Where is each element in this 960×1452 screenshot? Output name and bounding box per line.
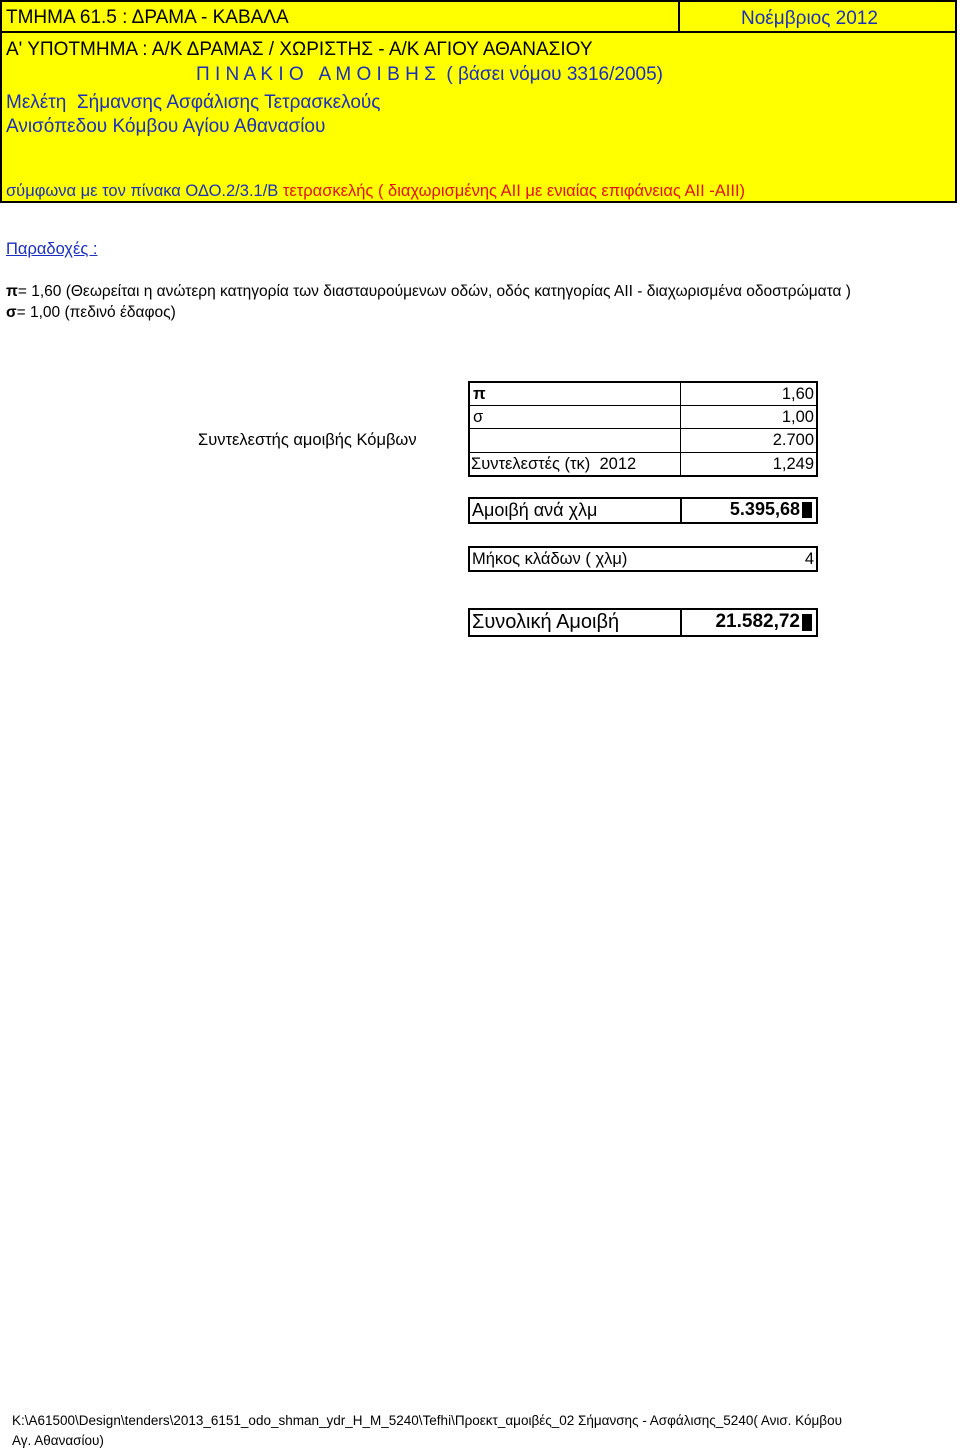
node-coefficient-value: 2.700 [772,431,814,449]
assumptions-title: Παραδοχές : [6,240,98,258]
coefficients-row-divider-2 [468,428,818,429]
pi-symbol: π [6,283,18,300]
pi-label: π [473,385,486,403]
sigma-value: 1,00 [781,408,814,426]
reference-description: τετρασκελής ( διαχωρισμένης ΑΙΙ με ενιαίας επιφάνειας ΑΙΙ -ΑΙΙΙ) [282,182,746,200]
pi-assumption: = 1,60 (Θεωρείται η ανώτερη κατηγορία των διασταυρούμενων οδών, οδός κατηγορίας ΑΙΙ - διαχωρισμένα οδοστρώματα ) [17,283,851,300]
subsection-title: Α' ΥΠΟΤΜΗΜΑ : Α/Κ ΔΡΑΜΑΣ / ΧΩΡΙΣΤΗΣ - Α/Κ ΑΓΙΟΥ ΑΘΑΝΑΣΙΟΥ [6,39,593,60]
file-path-line2: Αγ. Αθανασίου) [12,1433,104,1448]
euro-glyph-box-total [802,614,812,631]
total-fee-value: 21.582,72 [715,611,800,632]
coefficients-row-divider-3 [468,452,818,453]
header-date: Νοέμβριος 2012 [741,8,878,29]
tk-value: 1,249 [772,455,814,473]
header-date-divider [678,0,680,33]
pi-value: 1,60 [781,385,814,403]
total-fee-divider [680,608,682,637]
euro-glyph-box [802,502,812,518]
branch-length-label: Μήκος κλάδων ( χλμ) [472,550,628,568]
reference-prefix: σύμφωνα με τον πίνακα ΟΔΟ.2/3.1/Β [6,182,279,200]
header-row-divider [0,31,957,33]
total-fee-label: Συνολική Αμοιβή [472,611,620,633]
sigma-label: σ [473,408,484,426]
coefficients-column-divider [680,381,681,477]
section-title: ΤΜΗΜΑ 61.5 : ΔΡΑΜΑ - ΚΑΒΑΛΑ [6,7,289,28]
tk-year: 2012 [599,455,637,473]
file-path-line1: K:\A61500\Design\tenders\2013_6151_odo_shman_ydr_H_M_5240\Tefhi\Προεκτ_αμοιβές_02 Σήμανσης - Ασφάλισης_5240( Ανισ. Κόμβου [12,1413,842,1428]
fee-per-km-value: 5.395,68 [729,499,800,519]
coefficients-row-divider-1 [468,405,818,406]
branch-length-value: 4 [804,550,814,568]
study-title-line1: Μελέτη Σήμανσης Ασφάλισης Τετρασκελούς [6,92,381,113]
study-title-line2: Ανισόπεδου Κόμβου Αγίου Αθανασίου [6,116,326,137]
fee-per-km-divider [680,497,682,524]
tk-label: Συντελεστές (τκ) [471,455,591,473]
fee-table-title: Π Ι Ν Α Κ Ι Ο Α Μ Ο Ι Β Η Σ ( βάσει νόμου 3316/2005) [196,64,663,85]
sigma-symbol: σ [6,304,17,321]
fee-per-km-label: Αμοιβή ανά χλμ [472,500,598,520]
sigma-assumption: = 1,00 (πεδινό έδαφος) [16,304,176,321]
node-coefficient-label: Συντελεστής αμοιβής Κόμβων [198,431,417,449]
